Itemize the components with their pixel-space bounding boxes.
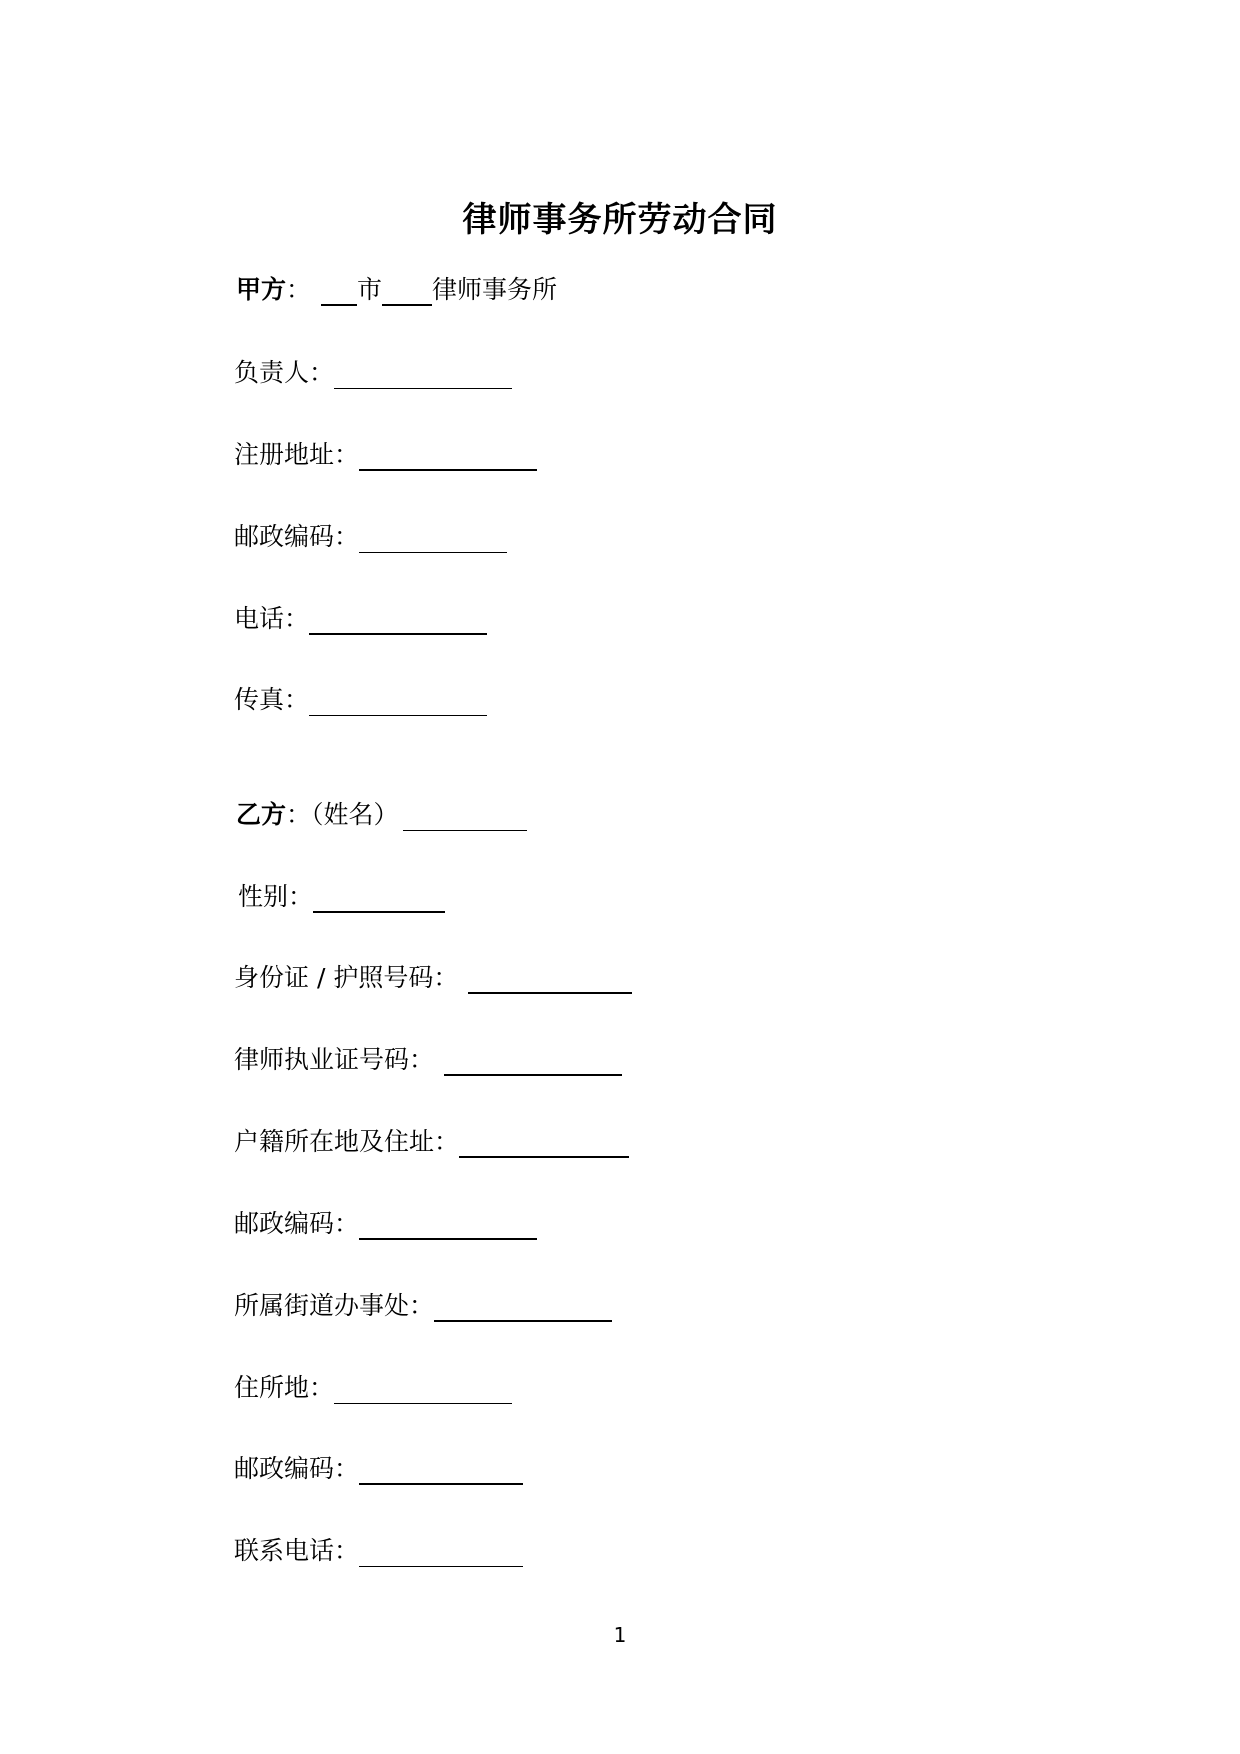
party-b-field-postcode <box>234 1206 537 1242</box>
subdistrict-blank[interactable] <box>434 1292 612 1322</box>
field-label: 身份证 / 护照号码： <box>234 963 459 992</box>
party-b-field-id-number <box>234 960 632 996</box>
party-a-field-fax <box>234 682 487 718</box>
party-b-field-contact-phone <box>234 1533 523 1569</box>
field-label: 所属街道办事处： <box>234 1291 435 1320</box>
field-label: 电话： <box>234 604 310 633</box>
party-b-field-residence <box>234 1124 629 1160</box>
party-a-field-postcode <box>234 519 507 555</box>
residence-blank[interactable] <box>459 1128 629 1158</box>
party-a-field-principal <box>234 355 512 391</box>
field-label: 邮政编码： <box>234 1209 360 1238</box>
party-b-field-domicile <box>234 1370 512 1406</box>
party-b-line <box>236 797 527 833</box>
gender-blank[interactable] <box>313 883 445 913</box>
party-a-field-phone <box>234 601 487 637</box>
field-label: 联系电话： <box>234 1536 360 1565</box>
party-b-field-license-number <box>234 1042 622 1078</box>
postcode-b-blank[interactable] <box>359 1210 537 1240</box>
id-number-blank[interactable] <box>468 964 632 994</box>
field-label: 邮政编码： <box>234 522 360 551</box>
field-label: 户籍所在地及住址： <box>234 1127 460 1156</box>
firm-name-blank[interactable] <box>382 276 432 306</box>
license-number-blank[interactable] <box>444 1046 622 1076</box>
party-b-label: 乙方 <box>236 800 287 829</box>
contact-phone-blank[interactable] <box>359 1538 523 1567</box>
field-label: 性别： <box>238 882 314 911</box>
city-blank[interactable] <box>321 276 357 306</box>
party-a-field-registered-address <box>234 437 537 473</box>
field-label: 负责人： <box>234 358 335 387</box>
city-suffix: 市 <box>357 275 383 304</box>
document-title: 律师事务所劳动合同 <box>462 200 778 240</box>
registered-address-blank[interactable] <box>359 441 537 471</box>
party-b-field-gender <box>238 879 445 915</box>
field-label: 住所地： <box>234 1373 335 1402</box>
page-number: 1 <box>613 1623 627 1647</box>
party-a-colon: ： <box>286 275 312 304</box>
field-label: 传真： <box>234 685 310 714</box>
party-b-name-prompt: ：（姓名） <box>286 800 399 829</box>
field-label: 律师执业证号码： <box>234 1045 435 1074</box>
postcode-b2-blank[interactable] <box>359 1455 523 1485</box>
domicile-blank[interactable] <box>334 1375 512 1404</box>
field-label: 邮政编码： <box>234 1454 360 1483</box>
party-a-label: 甲方 <box>236 275 287 304</box>
postcode-a-blank[interactable] <box>359 524 507 553</box>
party-a-line <box>236 272 557 308</box>
party-b-field-subdistrict <box>234 1288 612 1324</box>
phone-a-blank[interactable] <box>309 605 487 635</box>
party-b-field-postcode-2 <box>234 1451 523 1487</box>
principal-blank[interactable] <box>334 360 512 389</box>
firm-suffix: 律师事务所 <box>432 275 558 304</box>
name-blank[interactable] <box>403 802 527 831</box>
field-label: 注册地址： <box>234 440 360 469</box>
fax-blank[interactable] <box>309 687 487 716</box>
